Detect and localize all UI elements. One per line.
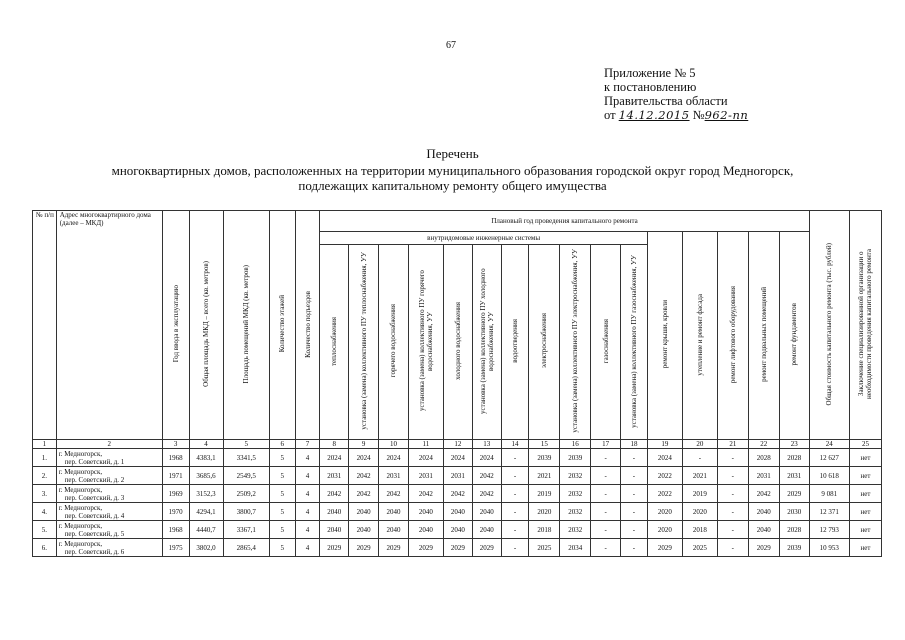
appendix-line-4 <box>604 108 748 122</box>
header-drainage: водоотведения <box>501 245 529 440</box>
cell-entr: 4 <box>295 539 320 557</box>
cell-c23: 2028 <box>779 521 809 539</box>
header-floors: Количество этажей <box>269 211 295 440</box>
address-line-1: г. Медногорск, <box>58 521 103 530</box>
cell-entr: 4 <box>295 503 320 521</box>
address-cell <box>56 449 162 467</box>
address-line-2: пер. Советский, д. 4 <box>64 511 125 520</box>
cell-concl: нет <box>849 539 881 557</box>
cell-total: 4440,7 <box>189 521 223 539</box>
cell-c19: 2024 <box>647 449 682 467</box>
cell-c15: 2025 <box>529 539 560 557</box>
appendix-from: от <box>604 108 616 122</box>
cell-c20: 2018 <box>682 521 717 539</box>
cell-c21: - <box>717 539 748 557</box>
cell-c16: 2032 <box>560 485 591 503</box>
column-number: 14 <box>501 440 529 449</box>
cell-premises: 2549,5 <box>223 467 269 485</box>
header-cold-water: холодного водоснабжения <box>443 245 472 440</box>
appendix-line-1: Приложение № 5 <box>604 66 696 80</box>
cell-year: 1968 <box>162 521 189 539</box>
column-number: 18 <box>621 440 648 449</box>
document-title: Перечень <box>426 146 479 161</box>
cell-c17: - <box>591 449 621 467</box>
table-row <box>33 539 882 557</box>
cell-c12: 2031 <box>443 467 472 485</box>
cell-c10: 2040 <box>379 503 409 521</box>
column-number: 15 <box>529 440 560 449</box>
cell-c10: 2024 <box>379 449 409 467</box>
address-line-2: пер. Советский, д. 6 <box>64 547 125 556</box>
cell-c13: 2042 <box>472 467 501 485</box>
cell-year: 1975 <box>162 539 189 557</box>
cell-c15: 2020 <box>529 503 560 521</box>
address-cell <box>56 539 162 557</box>
cell-c23: 2030 <box>779 503 809 521</box>
address-line-2: пер. Советский, д. 2 <box>64 475 125 484</box>
header-basement: ремонт подвальных помещений <box>748 232 779 440</box>
cell-concl: нет <box>849 467 881 485</box>
cell-c16: 2032 <box>560 503 591 521</box>
table-row <box>33 485 882 503</box>
cell-c13: 2029 <box>472 539 501 557</box>
column-number: 7 <box>295 440 320 449</box>
cell-premises: 3341,5 <box>223 449 269 467</box>
houses-table <box>32 210 882 557</box>
cell-c18: - <box>621 539 648 557</box>
column-number: 19 <box>647 440 682 449</box>
cell-floors: 5 <box>269 503 295 521</box>
cell-c15: 2039 <box>529 449 560 467</box>
cell-c22: 2031 <box>748 467 779 485</box>
cell-cost: 10 953 <box>809 539 849 557</box>
cell-c8: 2029 <box>320 539 349 557</box>
cell-c9: 2040 <box>349 521 379 539</box>
column-number: 10 <box>379 440 409 449</box>
cell-c20: 2025 <box>682 539 717 557</box>
address-cell <box>56 521 162 539</box>
appendix-number-sign: № <box>692 108 705 122</box>
cell-num: 2. <box>33 467 57 485</box>
column-number: 11 <box>408 440 443 449</box>
cell-c18: - <box>621 449 648 467</box>
cell-premises: 2509,2 <box>223 485 269 503</box>
header-internal-systems: внутридомовые инженерные системы <box>320 232 648 245</box>
cell-c13: 2024 <box>472 449 501 467</box>
cell-c17: - <box>591 539 621 557</box>
header-pu-cold-water: установка (замена) коллективного ПУ холодного водоснабжения, УУ <box>472 245 501 440</box>
cell-c11: 2040 <box>408 521 443 539</box>
table-row <box>33 449 882 467</box>
cell-cost: 12 627 <box>809 449 849 467</box>
cell-c20: - <box>682 449 717 467</box>
cell-c13: 2040 <box>472 503 501 521</box>
header-year: Год ввода в эксплуатацию <box>162 211 189 440</box>
cell-c9: 2024 <box>349 449 379 467</box>
column-number: 22 <box>748 440 779 449</box>
cell-c19: 2022 <box>647 485 682 503</box>
header-total-cost: Общая стоимость капитального ремонта (тыс. рублей) <box>809 211 849 440</box>
cell-c9: 2040 <box>349 503 379 521</box>
header-pu-electricity: установка (замена) коллективного ПУ электроснабжения, УУ <box>560 245 591 440</box>
cell-c10: 2031 <box>379 467 409 485</box>
address-line-1: г. Медногорск, <box>58 485 103 494</box>
cell-entr: 4 <box>295 467 320 485</box>
cell-c16: 2032 <box>560 467 591 485</box>
cell-c14: - <box>501 449 529 467</box>
address-cell <box>56 485 162 503</box>
cell-c23: 2039 <box>779 539 809 557</box>
column-number: 17 <box>591 440 621 449</box>
cell-cost: 9 081 <box>809 485 849 503</box>
header-heating: теплоснабжения <box>320 245 349 440</box>
table-body <box>33 449 882 557</box>
cell-c16: 2032 <box>560 521 591 539</box>
cell-total: 3802,0 <box>189 539 223 557</box>
cell-premises: 2865,4 <box>223 539 269 557</box>
document-subtitle-2: подлежащих капитальному ремонту общего имущества <box>298 178 607 193</box>
cell-c22: 2042 <box>748 485 779 503</box>
cell-premises: 3367,1 <box>223 521 269 539</box>
cell-c17: - <box>591 485 621 503</box>
header-planned-year: Плановый год проведения капитального ремонта <box>320 211 809 232</box>
appendix-date: 14.12.2015 <box>618 108 690 122</box>
cell-c9: 2029 <box>349 539 379 557</box>
cell-c17: - <box>591 467 621 485</box>
cell-c12: 2040 <box>443 521 472 539</box>
cell-c19: 2020 <box>647 503 682 521</box>
cell-c9: 2042 <box>349 485 379 503</box>
cell-c18: - <box>621 503 648 521</box>
cell-year: 1968 <box>162 449 189 467</box>
cell-c14: - <box>501 521 529 539</box>
cell-cost: 10 618 <box>809 467 849 485</box>
header-facade: утепление и ремонт фасада <box>682 232 717 440</box>
cell-c15: 2018 <box>529 521 560 539</box>
header-num: № п/п <box>33 211 57 440</box>
header-roof: ремонт крыши, кровли <box>647 232 682 440</box>
cell-c17: - <box>591 521 621 539</box>
cell-c11: 2024 <box>408 449 443 467</box>
header-address: Адрес многоквартирного дома (далее – МКД) <box>56 211 162 440</box>
address-line-2: пер. Советский, д. 5 <box>64 529 125 538</box>
header-row-1 <box>33 211 882 232</box>
cell-cost: 12 793 <box>809 521 849 539</box>
cell-c8: 2031 <box>320 467 349 485</box>
cell-c21: - <box>717 521 748 539</box>
cell-concl: нет <box>849 449 881 467</box>
cell-c9: 2042 <box>349 467 379 485</box>
cell-c22: 2028 <box>748 449 779 467</box>
cell-floors: 5 <box>269 539 295 557</box>
header-elevator: ремонт лифтового оборудования <box>717 232 748 440</box>
cell-num: 1. <box>33 449 57 467</box>
cell-c16: 2039 <box>560 449 591 467</box>
header-premises-area: Площадь помещений МКД (кв. метров) <box>223 211 269 440</box>
cell-c14: - <box>501 503 529 521</box>
cell-c8: 2040 <box>320 521 349 539</box>
cell-c11: 2029 <box>408 539 443 557</box>
header-pu-gas: установка (замена) коллективного ПУ газоснабжения, УУ <box>621 245 648 440</box>
column-number: 16 <box>560 440 591 449</box>
cell-c23: 2028 <box>779 449 809 467</box>
table-row <box>33 503 882 521</box>
cell-num: 3. <box>33 485 57 503</box>
appendix-line-3: Правительства области <box>604 94 728 108</box>
cell-c14: - <box>501 485 529 503</box>
column-number: 21 <box>717 440 748 449</box>
cell-year: 1971 <box>162 467 189 485</box>
column-number-row <box>33 440 882 449</box>
column-number: 9 <box>349 440 379 449</box>
cell-year: 1970 <box>162 503 189 521</box>
cell-cost: 12 371 <box>809 503 849 521</box>
header-gas: газоснабжения <box>591 245 621 440</box>
header-pu-heating: установка (замена) коллективного ПУ теплоснабжения, УУ <box>349 245 379 440</box>
column-number: 2 <box>56 440 162 449</box>
page-number: 67 <box>446 40 456 51</box>
document-subtitle-1: многоквартирных домов, расположенных на территории муниципального образования городской округ город Медногорск, <box>111 163 794 178</box>
column-number: 25 <box>849 440 881 449</box>
address-line-2: пер. Советский, д. 3 <box>64 493 125 502</box>
cell-c21: - <box>717 449 748 467</box>
header-conclusion: Заключение специализированной организации о необходимости проведения капитального ремонта <box>849 211 881 440</box>
cell-c16: 2034 <box>560 539 591 557</box>
cell-c23: 2031 <box>779 467 809 485</box>
cell-c8: 2042 <box>320 485 349 503</box>
cell-c18: - <box>621 467 648 485</box>
cell-concl: нет <box>849 485 881 503</box>
appendix-line-2: к постановлению <box>604 80 697 94</box>
cell-floors: 5 <box>269 521 295 539</box>
cell-c10: 2040 <box>379 521 409 539</box>
address-line-1: г. Медногорск, <box>58 539 103 548</box>
cell-c10: 2029 <box>379 539 409 557</box>
header-entrances: Количество подъездов <box>295 211 320 440</box>
column-number: 5 <box>223 440 269 449</box>
cell-c14: - <box>501 539 529 557</box>
column-number: 8 <box>320 440 349 449</box>
cell-total: 3685,6 <box>189 467 223 485</box>
header-hot-water: горячего водоснабжения <box>379 245 409 440</box>
column-number: 3 <box>162 440 189 449</box>
column-number: 1 <box>33 440 57 449</box>
cell-c12: 2040 <box>443 503 472 521</box>
column-number: 23 <box>779 440 809 449</box>
cell-c17: - <box>591 503 621 521</box>
table-row <box>33 521 882 539</box>
cell-c19: 2022 <box>647 467 682 485</box>
cell-c21: - <box>717 467 748 485</box>
cell-c12: 2029 <box>443 539 472 557</box>
cell-floors: 5 <box>269 467 295 485</box>
cell-num: 4. <box>33 503 57 521</box>
cell-c22: 2040 <box>748 521 779 539</box>
cell-c18: - <box>621 485 648 503</box>
cell-c11: 2040 <box>408 503 443 521</box>
address-line-1: г. Медногорск, <box>58 449 103 458</box>
address-line-1: г. Медногорск, <box>58 467 103 476</box>
cell-num: 6. <box>33 539 57 557</box>
address-cell <box>56 503 162 521</box>
cell-c21: - <box>717 485 748 503</box>
cell-c11: 2031 <box>408 467 443 485</box>
cell-c21: - <box>717 503 748 521</box>
cell-c13: 2040 <box>472 521 501 539</box>
cell-c12: 2042 <box>443 485 472 503</box>
cell-concl: нет <box>849 503 881 521</box>
cell-premises: 3800,7 <box>223 503 269 521</box>
cell-c20: 2020 <box>682 503 717 521</box>
cell-floors: 5 <box>269 485 295 503</box>
cell-c22: 2040 <box>748 503 779 521</box>
column-number: 13 <box>472 440 501 449</box>
cell-c19: 2029 <box>647 539 682 557</box>
cell-c10: 2042 <box>379 485 409 503</box>
appendix-number: 962-пп <box>704 108 749 122</box>
column-number: 4 <box>189 440 223 449</box>
appendix-block <box>604 66 748 122</box>
header-electricity: электроснабжения <box>529 245 560 440</box>
cell-c8: 2024 <box>320 449 349 467</box>
cell-c15: 2019 <box>529 485 560 503</box>
cell-c20: 2019 <box>682 485 717 503</box>
cell-entr: 4 <box>295 485 320 503</box>
column-number: 20 <box>682 440 717 449</box>
address-cell <box>56 467 162 485</box>
cell-num: 5. <box>33 521 57 539</box>
cell-total: 3152,3 <box>189 485 223 503</box>
address-line-2: пер. Советский, д. 1 <box>64 457 125 466</box>
cell-c8: 2040 <box>320 503 349 521</box>
cell-c15: 2021 <box>529 467 560 485</box>
cell-c11: 2042 <box>408 485 443 503</box>
column-number: 24 <box>809 440 849 449</box>
cell-year: 1969 <box>162 485 189 503</box>
cell-floors: 5 <box>269 449 295 467</box>
header-pu-hot-water: установка (замена) коллективного ПУ горячего водоснабжения, УУ <box>408 245 443 440</box>
header-foundation: ремонт фундаментов <box>779 232 809 440</box>
cell-c12: 2024 <box>443 449 472 467</box>
cell-c20: 2021 <box>682 467 717 485</box>
header-total-area: Общая площадь МКД – всего (кв. метров) <box>189 211 223 440</box>
column-number: 6 <box>269 440 295 449</box>
cell-total: 4294,1 <box>189 503 223 521</box>
cell-c22: 2029 <box>748 539 779 557</box>
cell-c19: 2020 <box>647 521 682 539</box>
column-number: 12 <box>443 440 472 449</box>
cell-c13: 2042 <box>472 485 501 503</box>
cell-c14: - <box>501 467 529 485</box>
address-line-1: г. Медногорск, <box>58 503 103 512</box>
cell-total: 4383,1 <box>189 449 223 467</box>
cell-entr: 4 <box>295 449 320 467</box>
cell-concl: нет <box>849 521 881 539</box>
cell-c23: 2029 <box>779 485 809 503</box>
cell-entr: 4 <box>295 521 320 539</box>
cell-c18: - <box>621 521 648 539</box>
table-row <box>33 467 882 485</box>
